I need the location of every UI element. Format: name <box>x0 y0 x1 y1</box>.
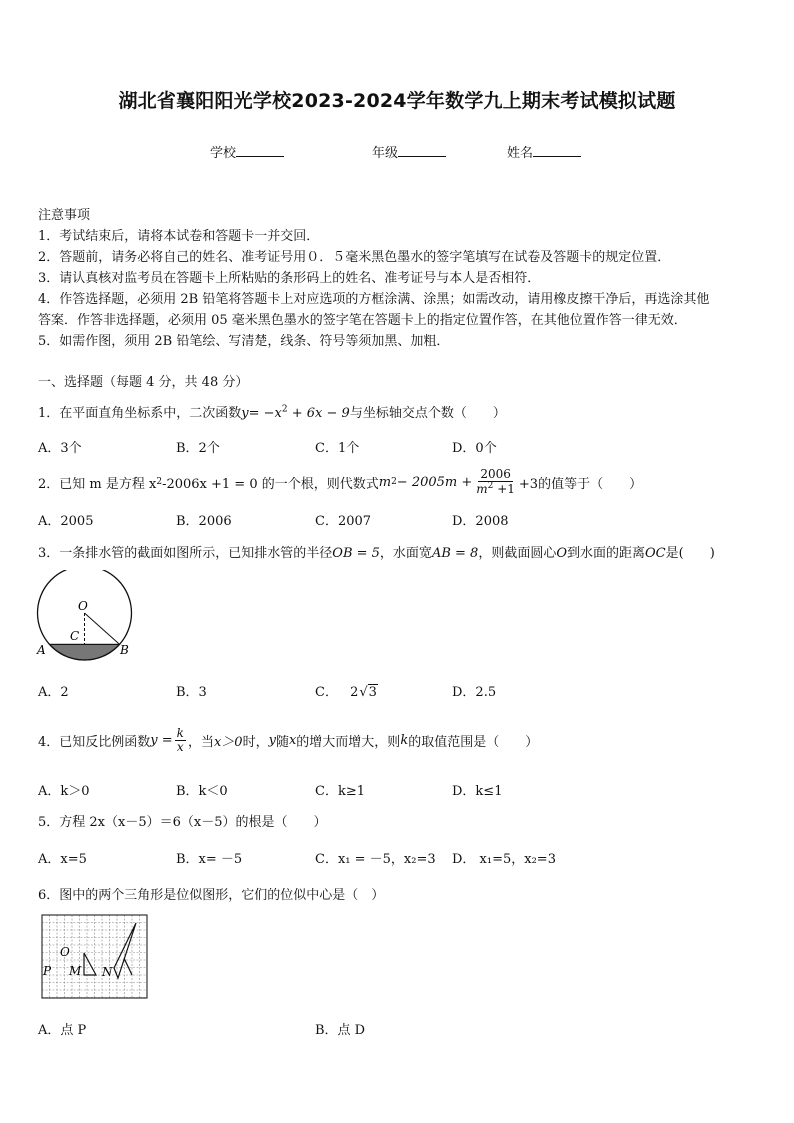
q4-fraction <box>175 727 186 753</box>
q4-option-d: D．k≤1 <box>452 784 503 799</box>
q3-pipe-figure <box>34 570 140 666</box>
note-item-3: 3．请认真核对监考员在答题卡上所粘贴的条形码上的姓名、准考证号与本人是否相符． <box>38 271 541 286</box>
name-blank <box>533 144 581 157</box>
question-2: 2．已知 m 是方程 x 2 -2006x +1 = 0 的一个根，则代数式 m 2 − 2005m + $\frac{2006}{m^2 +1}$ +3的值等于（ ） <box>38 467 643 496</box>
q2-frac-num: 2006 <box>480 467 511 482</box>
question-3 <box>38 542 715 561</box>
label-n: N <box>102 965 113 979</box>
grade-blank <box>398 144 446 157</box>
question-5: 5．方程 2x（x－5）＝6（x－5）的根是（ ） <box>38 815 327 830</box>
note-item-5: 5．如需作图，须用 2B 铅笔绘、写清楚，线条、符号等须加黑、加粗． <box>38 334 450 349</box>
q4-y-var: y <box>268 732 276 748</box>
question-6: 6．图中的两个三角形是位似图形，它们的位似中心是（ ） <box>38 888 385 903</box>
q4-text-a: ，当 <box>187 734 214 750</box>
q4-prefix: 4．已知反比例函数 <box>38 734 151 750</box>
ob-radius-line <box>85 613 120 644</box>
label-c: C <box>70 629 80 643</box>
q3-option-a: A．2 <box>38 685 69 700</box>
q2-frac-den-a: m <box>476 482 488 496</box>
q3-option-c-radicand: 3 <box>368 685 377 700</box>
q4-text-d: 的增大而增大，则 <box>296 734 401 750</box>
q6-option-b: B．点 D <box>315 1023 366 1038</box>
q4-text-b: 时， <box>242 734 269 750</box>
grade-label: 年级 <box>372 146 399 161</box>
q2-expr-b: − 2005m + <box>396 474 473 490</box>
q2-fraction: $\frac{2006}{m^2 +1}$ <box>476 467 515 496</box>
note-item-4-cont: 答案．作答非选择题，必须用 05 毫米黑色墨水的签字笔在答题卡上的指定位置作答，在其他位置作答一律无效． <box>38 313 687 328</box>
grid-lines <box>42 915 147 998</box>
note-item-1: 1．考试结束后，请将本试卷和答题卡一并交回． <box>38 229 320 244</box>
section-heading: 一、选择题（每题 4 分，共 48 分） <box>38 375 249 390</box>
large-triangle-leg <box>124 958 132 975</box>
q1-prefix: 1．在平面直角坐标系中，二次函数 <box>38 406 242 421</box>
q3-option-c-label: C． <box>315 685 338 700</box>
q2-option-b: B．2006 <box>176 514 232 529</box>
q4-option-a: A．k＞0 <box>38 784 90 799</box>
q4-frac-den: x <box>176 739 184 754</box>
q4-cond: x＞0 <box>213 734 243 750</box>
label-a: A <box>37 643 46 657</box>
question-4 <box>38 720 538 760</box>
q2-prefix: 2．已知 m 是方程 x <box>38 476 157 492</box>
q3-option-b: B．3 <box>176 685 207 700</box>
q3-option-d: D．2.5 <box>452 685 497 700</box>
q6-grid-figure <box>40 913 152 1001</box>
q1-option-c: C．1个 <box>315 441 360 456</box>
small-triangle <box>84 953 96 975</box>
page-title: 湖北省襄阳阳光学校2023-2024学年数学九上期末考试模拟试题 <box>118 90 676 112</box>
note-item-4: 4．作答选择题，必须用 2B 铅笔将答题卡上对应选项的方框涂满、涂黑；如需改动，请用橡皮擦干净后，再选涂其他 <box>38 292 710 307</box>
q2-option-a: A．2005 <box>38 514 94 529</box>
label-b: B <box>120 643 129 657</box>
q4-option-c: C．k≥1 <box>315 784 365 799</box>
q2-option-c: C．2007 <box>315 514 372 529</box>
q4-option-b: B．k＜0 <box>176 784 228 799</box>
q2-eq: -2006x +1 = 0 的一个根，则代数式 <box>162 476 379 492</box>
q2-expr-a: m <box>378 474 392 490</box>
water-region <box>49 644 119 660</box>
label-o: O <box>78 599 88 613</box>
q1-option-b: B．2个 <box>176 441 220 456</box>
sqrt-symbol: √ <box>359 685 368 700</box>
name-label: 姓名 <box>507 146 534 161</box>
q3-text-a: 3．一条排水管的截面如图所示，已知排水管的半径 <box>38 546 333 561</box>
q3-option-c <box>315 681 378 700</box>
q1-func-rhs-a: = −x <box>248 406 282 421</box>
grade-field <box>372 142 446 161</box>
q3-oc: OC <box>645 546 666 561</box>
q1-option-d: D．0个 <box>452 441 497 456</box>
note-item-2: 2．答题前，请务必将自己的姓名、准考证号用０．５毫米黑色墨水的签字笔填写在试卷及答题卡的规定位置． <box>38 250 671 265</box>
q4-text-c: 随 <box>275 734 289 750</box>
label-p: P <box>43 964 52 978</box>
q1-suffix: 与坐标轴交点个数（ ） <box>349 406 506 421</box>
school-field <box>210 142 284 161</box>
q4-k-var: k <box>400 732 409 748</box>
q5-option-a: A．x=5 <box>38 852 87 867</box>
q3-text-d: 到水面的距离 <box>567 546 646 561</box>
name-field <box>507 142 581 161</box>
q1-func-rhs-b: + 6x − 9 <box>287 406 350 421</box>
q3-text-c: ，则截面圆心 <box>478 546 557 561</box>
q3-o: O <box>556 546 567 561</box>
q5-option-d: D． x₁=5，x₂=3 <box>452 852 556 867</box>
q3-ab: AB = 8 <box>431 546 479 561</box>
q5-option-c: C．x₁ = －5，x₂=3 <box>315 852 436 867</box>
q4-text-e: 的取值范围是（ ） <box>408 734 539 750</box>
q3-option-c-coef: 2 <box>350 685 359 700</box>
q2-frac-den-b: +1 <box>493 482 515 496</box>
q3-text-b: ，水面宽 <box>379 546 432 561</box>
q4-y: y = <box>150 732 173 748</box>
school-label: 学校 <box>210 146 237 161</box>
q5-option-b: B．x= －5 <box>176 852 243 867</box>
q2-option-d: D．2008 <box>452 514 509 529</box>
label-o: O <box>60 945 70 959</box>
notes-heading: 注意事项 <box>38 208 91 223</box>
q2-suffix: +3的值等于（ ） <box>518 476 643 492</box>
label-m: M <box>69 964 82 978</box>
large-triangle <box>114 923 136 978</box>
question-1: 1．在平面直角坐标系中，二次函数$y= -x^2 + 6x - 9$与坐标轴交点个数（ ） <box>38 404 506 421</box>
q3-text-e: 是( ) <box>665 546 715 561</box>
q1-func-lhs: y <box>241 406 249 421</box>
q6-option-a: A．点 P <box>38 1023 87 1038</box>
q4-x-var: x <box>288 732 297 748</box>
q1-option-a: A．3个 <box>38 441 82 456</box>
school-blank <box>236 144 284 157</box>
q4-frac-num: k <box>176 725 184 740</box>
q3-ob: OB = 5 <box>332 546 380 561</box>
